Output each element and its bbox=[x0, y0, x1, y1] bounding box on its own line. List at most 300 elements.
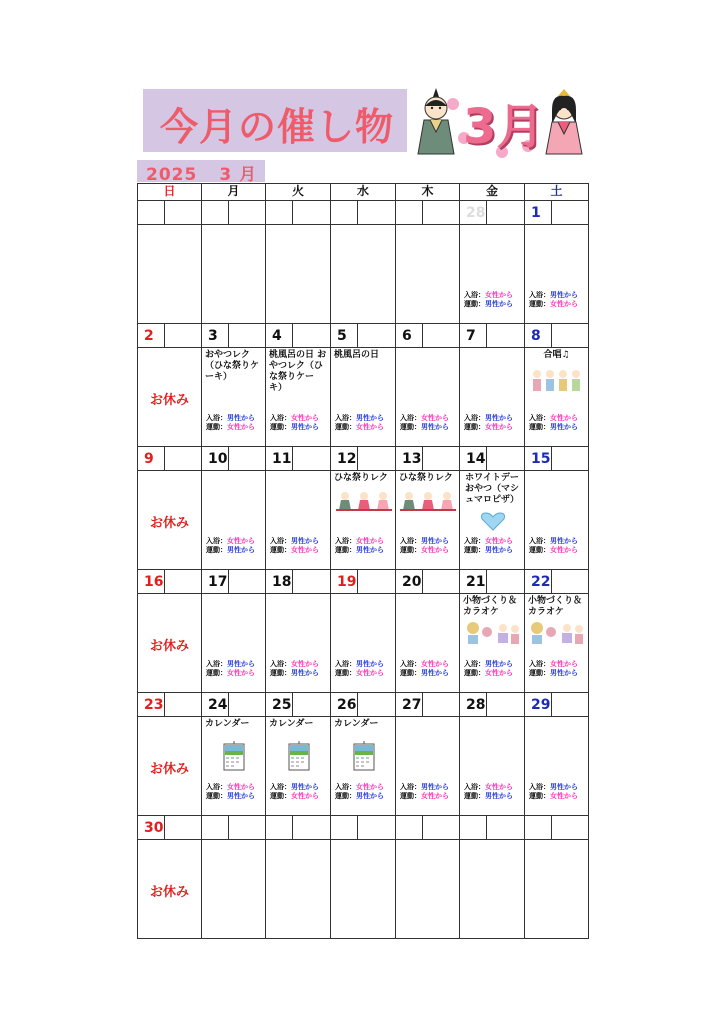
bath-first-group: 女性から bbox=[291, 660, 319, 668]
day-cell bbox=[395, 839, 460, 939]
bath-first-group: 男性から bbox=[421, 537, 449, 545]
bath-label: 入浴： bbox=[400, 660, 421, 668]
day-cell bbox=[137, 716, 202, 816]
bath-first-group: 女性から bbox=[356, 783, 384, 791]
weekday-header: 金 bbox=[459, 183, 525, 201]
bath-first-group: 男性から bbox=[227, 414, 255, 422]
weekday-header: 火 bbox=[265, 183, 331, 201]
exercise-label: 運動： bbox=[464, 669, 485, 677]
exercise-schedule bbox=[464, 669, 513, 678]
date-number: 24 bbox=[201, 692, 229, 717]
exercise-label: 運動： bbox=[400, 546, 421, 554]
date-number: 15 bbox=[524, 446, 552, 471]
exercise-schedule bbox=[206, 423, 255, 432]
date-number: 26 bbox=[330, 692, 358, 717]
exercise-label: 運動： bbox=[400, 792, 421, 800]
day-cell bbox=[395, 347, 460, 447]
exercise-label: 運動： bbox=[529, 792, 550, 800]
date-number: 6 bbox=[395, 323, 423, 348]
date-number bbox=[137, 200, 165, 225]
exercise-schedule bbox=[464, 546, 513, 555]
day-cell bbox=[265, 470, 331, 570]
choir-icon bbox=[530, 368, 584, 392]
exercise-schedule bbox=[400, 546, 449, 555]
exercise-label: 運動： bbox=[464, 792, 485, 800]
bath-label: 入浴： bbox=[335, 660, 356, 668]
exercise-label: 運動： bbox=[206, 423, 227, 431]
day-cell bbox=[395, 716, 460, 816]
bath-schedule bbox=[270, 660, 319, 669]
date-number-spacer bbox=[422, 200, 460, 225]
date-number-spacer bbox=[228, 200, 266, 225]
bath-first-group: 女性から bbox=[550, 414, 578, 422]
exercise-label: 運動： bbox=[335, 423, 356, 431]
day-cell bbox=[137, 593, 202, 693]
day-cell bbox=[524, 224, 589, 324]
exercise-label: 運動： bbox=[464, 546, 485, 554]
event-label: おやつレク（ひな祭りケーキ） bbox=[205, 350, 260, 382]
day-cell bbox=[265, 839, 331, 939]
day-cell bbox=[265, 593, 331, 693]
exercise-first-group: 女性から bbox=[550, 546, 578, 554]
date-number-spacer bbox=[551, 200, 589, 225]
day-cell bbox=[265, 716, 331, 816]
exercise-schedule bbox=[335, 423, 384, 432]
date-number: 11 bbox=[265, 446, 293, 471]
bath-label: 入浴： bbox=[400, 414, 421, 422]
exercise-schedule bbox=[400, 669, 449, 678]
day-cell bbox=[330, 347, 396, 447]
day-cell bbox=[201, 593, 266, 693]
day-cell bbox=[395, 470, 460, 570]
bath-first-group: 男性から bbox=[421, 783, 449, 791]
exercise-first-group: 男性から bbox=[550, 669, 578, 677]
exercise-label: 運動： bbox=[335, 792, 356, 800]
day-off-label: お休み bbox=[149, 761, 189, 777]
date-number-spacer bbox=[486, 692, 525, 717]
year-label: 2025 bbox=[146, 165, 198, 185]
calendar-icon bbox=[223, 741, 245, 771]
day-cell bbox=[524, 347, 589, 447]
bath-label: 入浴： bbox=[464, 414, 485, 422]
exercise-first-group: 男性から bbox=[227, 546, 255, 554]
date-number-spacer bbox=[292, 323, 331, 348]
date-number-spacer bbox=[164, 200, 202, 225]
exercise-first-group: 男性から bbox=[485, 300, 513, 308]
date-number: 28 bbox=[459, 200, 487, 225]
hina-dolls-icon bbox=[400, 489, 456, 511]
exercise-first-group: 女性から bbox=[291, 546, 319, 554]
calendar-grid bbox=[137, 183, 588, 937]
date-number-spacer bbox=[486, 569, 525, 594]
bath-label: 入浴： bbox=[335, 414, 356, 422]
weekday-header: 土 bbox=[524, 183, 589, 201]
exercise-schedule bbox=[400, 792, 449, 801]
date-number-spacer bbox=[486, 200, 525, 225]
exercise-label: 運動： bbox=[206, 546, 227, 554]
bath-first-group: 女性から bbox=[485, 291, 513, 299]
exercise-schedule bbox=[529, 300, 578, 309]
bath-first-group: 男性から bbox=[291, 783, 319, 791]
event-label: 小物づくり＆カラオケ bbox=[528, 596, 583, 617]
day-cell bbox=[524, 839, 589, 939]
date-number bbox=[330, 815, 358, 840]
day-cell bbox=[459, 224, 525, 324]
exercise-schedule bbox=[270, 792, 319, 801]
day-cell bbox=[201, 470, 266, 570]
bath-first-group: 女性から bbox=[485, 783, 513, 791]
bath-first-group: 女性から bbox=[421, 414, 449, 422]
bath-label: 入浴： bbox=[270, 783, 291, 791]
date-number-spacer bbox=[357, 815, 396, 840]
bath-schedule bbox=[206, 414, 255, 423]
exercise-first-group: 女性から bbox=[550, 792, 578, 800]
date-number: 21 bbox=[459, 569, 487, 594]
month-badge: 3月 bbox=[463, 99, 545, 155]
exercise-first-group: 男性から bbox=[485, 792, 513, 800]
day-cell bbox=[459, 839, 525, 939]
day-cell bbox=[201, 224, 266, 324]
bath-schedule bbox=[270, 537, 319, 546]
day-cell bbox=[201, 839, 266, 939]
weekday-header: 月 bbox=[201, 183, 266, 201]
exercise-label: 運動： bbox=[270, 546, 291, 554]
flower-icon bbox=[447, 98, 459, 110]
date-number-spacer bbox=[357, 200, 396, 225]
exercise-label: 運動： bbox=[206, 669, 227, 677]
date-number: 2 bbox=[137, 323, 165, 348]
bath-label: 入浴： bbox=[464, 660, 485, 668]
exercise-schedule bbox=[335, 792, 384, 801]
bath-first-group: 男性から bbox=[550, 291, 578, 299]
bath-schedule bbox=[400, 783, 449, 792]
bath-first-group: 男性から bbox=[550, 783, 578, 791]
exercise-first-group: 女性から bbox=[550, 300, 578, 308]
bath-label: 入浴： bbox=[400, 783, 421, 791]
date-number-spacer bbox=[228, 569, 266, 594]
bath-schedule bbox=[529, 291, 578, 300]
bath-first-group: 女性から bbox=[356, 537, 384, 545]
bath-schedule bbox=[206, 783, 255, 792]
bath-schedule bbox=[464, 660, 513, 669]
day-cell bbox=[201, 347, 266, 447]
bath-schedule bbox=[335, 783, 384, 792]
bath-first-group: 女性から bbox=[421, 660, 449, 668]
event-label: 合唱♫ bbox=[543, 350, 570, 360]
date-number: 27 bbox=[395, 692, 423, 717]
date-number-spacer bbox=[164, 692, 202, 717]
date-number-spacer bbox=[228, 692, 266, 717]
date-number: 9 bbox=[137, 446, 165, 471]
weekday-header: 水 bbox=[330, 183, 396, 201]
exercise-first-group: 女性から bbox=[227, 423, 255, 431]
date-number-spacer bbox=[422, 323, 460, 348]
heart-icon bbox=[480, 511, 506, 531]
day-cell bbox=[137, 839, 202, 939]
date-number: 18 bbox=[265, 569, 293, 594]
event-label: 桃風呂の日 bbox=[334, 350, 380, 360]
date-number: 13 bbox=[395, 446, 423, 471]
date-number-spacer bbox=[357, 446, 396, 471]
date-number: 19 bbox=[330, 569, 358, 594]
weekday-header: 木 bbox=[395, 183, 460, 201]
date-number bbox=[265, 815, 293, 840]
date-number: 14 bbox=[459, 446, 487, 471]
bath-schedule bbox=[400, 414, 449, 423]
date-number-spacer bbox=[292, 569, 331, 594]
day-cell bbox=[330, 839, 396, 939]
page-title: 今月の催し物 bbox=[160, 105, 395, 149]
event-label: カレンダー bbox=[205, 719, 250, 729]
exercise-first-group: 女性から bbox=[485, 423, 513, 431]
date-number: 12 bbox=[330, 446, 358, 471]
date-number: 22 bbox=[524, 569, 552, 594]
day-cell bbox=[330, 224, 396, 324]
bath-first-group: 女性から bbox=[485, 537, 513, 545]
date-number-spacer bbox=[228, 446, 266, 471]
exercise-first-group: 男性から bbox=[421, 669, 449, 677]
date-number bbox=[201, 200, 229, 225]
date-number-spacer bbox=[228, 323, 266, 348]
date-number-spacer bbox=[551, 323, 589, 348]
exercise-label: 運動： bbox=[270, 669, 291, 677]
exercise-schedule bbox=[270, 546, 319, 555]
date-number-spacer bbox=[292, 692, 331, 717]
date-number: 16 bbox=[137, 569, 165, 594]
exercise-schedule bbox=[400, 423, 449, 432]
day-cell bbox=[330, 470, 396, 570]
date-number: 3 bbox=[201, 323, 229, 348]
bath-label: 入浴： bbox=[335, 537, 356, 545]
day-cell bbox=[524, 593, 589, 693]
bath-schedule bbox=[400, 537, 449, 546]
bath-schedule bbox=[464, 414, 513, 423]
bath-label: 入浴： bbox=[464, 291, 485, 299]
crafts-icon bbox=[465, 620, 521, 646]
exercise-schedule bbox=[206, 546, 255, 555]
exercise-first-group: 女性から bbox=[356, 669, 384, 677]
day-cell bbox=[459, 716, 525, 816]
exercise-schedule bbox=[270, 423, 319, 432]
exercise-first-group: 女性から bbox=[356, 423, 384, 431]
exercise-first-group: 女性から bbox=[227, 669, 255, 677]
exercise-first-group: 女性から bbox=[291, 792, 319, 800]
bath-label: 入浴： bbox=[206, 537, 227, 545]
exercise-schedule bbox=[335, 669, 384, 678]
date-number: 29 bbox=[524, 692, 552, 717]
female-hina-doll-icon bbox=[540, 86, 588, 156]
calendar-icon bbox=[288, 741, 310, 771]
bath-label: 入浴： bbox=[270, 660, 291, 668]
event-label: ひな祭りレク bbox=[334, 473, 388, 483]
bath-label: 入浴： bbox=[270, 537, 291, 545]
exercise-first-group: 男性から bbox=[356, 546, 384, 554]
exercise-label: 運動： bbox=[529, 546, 550, 554]
exercise-first-group: 女性から bbox=[421, 546, 449, 554]
date-number-spacer bbox=[164, 323, 202, 348]
bath-schedule bbox=[335, 537, 384, 546]
hina-dolls-icon bbox=[336, 489, 392, 511]
exercise-schedule bbox=[529, 669, 578, 678]
date-number bbox=[395, 815, 423, 840]
event-label: カレンダー bbox=[334, 719, 379, 729]
date-number bbox=[459, 815, 487, 840]
bath-label: 入浴： bbox=[206, 783, 227, 791]
bath-label: 入浴： bbox=[400, 537, 421, 545]
day-cell bbox=[524, 470, 589, 570]
date-number-spacer bbox=[164, 815, 202, 840]
event-label: 小物づくり＆カラオケ bbox=[463, 596, 518, 617]
exercise-schedule bbox=[464, 423, 513, 432]
day-off-label: お休み bbox=[149, 638, 189, 654]
bath-first-group: 女性から bbox=[227, 537, 255, 545]
event-label: ホワイトデー おやつ（マシュマロピザ） bbox=[464, 473, 519, 505]
bath-label: 入浴： bbox=[464, 537, 485, 545]
date-number-spacer bbox=[292, 815, 331, 840]
day-cell bbox=[265, 224, 331, 324]
exercise-label: 運動： bbox=[335, 669, 356, 677]
event-label: ひな祭りレク bbox=[399, 473, 453, 483]
date-number-spacer bbox=[422, 692, 460, 717]
bath-label: 入浴： bbox=[206, 660, 227, 668]
date-number bbox=[201, 815, 229, 840]
date-number: 23 bbox=[137, 692, 165, 717]
bath-schedule bbox=[335, 414, 384, 423]
bath-schedule bbox=[270, 414, 319, 423]
exercise-label: 運動： bbox=[529, 300, 550, 308]
date-number: 28 bbox=[459, 692, 487, 717]
exercise-schedule bbox=[270, 669, 319, 678]
day-cell bbox=[459, 470, 525, 570]
day-off-label: お休み bbox=[149, 884, 189, 900]
exercise-label: 運動： bbox=[400, 423, 421, 431]
date-number-spacer bbox=[486, 446, 525, 471]
bath-schedule bbox=[206, 660, 255, 669]
date-number-spacer bbox=[422, 569, 460, 594]
bath-schedule bbox=[270, 783, 319, 792]
day-cell bbox=[330, 593, 396, 693]
exercise-label: 運動： bbox=[270, 792, 291, 800]
date-number-spacer bbox=[164, 446, 202, 471]
bath-schedule bbox=[206, 537, 255, 546]
bath-first-group: 男性から bbox=[291, 537, 319, 545]
day-cell bbox=[459, 347, 525, 447]
male-hina-doll-icon bbox=[410, 86, 462, 156]
crafts-icon bbox=[529, 620, 585, 646]
date-number-spacer bbox=[551, 569, 589, 594]
date-number: 1 bbox=[524, 200, 552, 225]
bath-schedule bbox=[464, 291, 513, 300]
day-off-label: お休み bbox=[149, 392, 189, 408]
date-number-spacer bbox=[357, 692, 396, 717]
day-off-label: お休み bbox=[149, 515, 189, 531]
exercise-schedule bbox=[206, 792, 255, 801]
bath-label: 入浴： bbox=[206, 414, 227, 422]
day-cell bbox=[395, 224, 460, 324]
bath-schedule bbox=[464, 537, 513, 546]
date-number-spacer bbox=[551, 815, 589, 840]
exercise-first-group: 男性から bbox=[550, 423, 578, 431]
exercise-schedule bbox=[529, 792, 578, 801]
bath-first-group: 女性から bbox=[291, 414, 319, 422]
exercise-schedule bbox=[335, 546, 384, 555]
exercise-first-group: 男性から bbox=[291, 669, 319, 677]
exercise-label: 運動： bbox=[529, 669, 550, 677]
exercise-first-group: 女性から bbox=[421, 792, 449, 800]
date-number: 7 bbox=[459, 323, 487, 348]
date-number-spacer bbox=[486, 815, 525, 840]
exercise-schedule bbox=[529, 423, 578, 432]
exercise-label: 運動： bbox=[464, 423, 485, 431]
exercise-first-group: 男性から bbox=[421, 423, 449, 431]
exercise-first-group: 男性から bbox=[356, 792, 384, 800]
date-number: 10 bbox=[201, 446, 229, 471]
date-number: 5 bbox=[330, 323, 358, 348]
bath-schedule bbox=[335, 660, 384, 669]
day-cell bbox=[137, 347, 202, 447]
date-number-spacer bbox=[292, 446, 331, 471]
bath-label: 入浴： bbox=[529, 783, 550, 791]
exercise-schedule bbox=[464, 300, 513, 309]
event-label: カレンダー bbox=[269, 719, 314, 729]
day-cell bbox=[330, 716, 396, 816]
date-number: 30 bbox=[137, 815, 165, 840]
date-number bbox=[395, 200, 423, 225]
bath-first-group: 男性から bbox=[227, 660, 255, 668]
bath-schedule bbox=[529, 783, 578, 792]
day-cell bbox=[459, 593, 525, 693]
bath-label: 入浴： bbox=[335, 783, 356, 791]
exercise-label: 運動： bbox=[206, 792, 227, 800]
date-number: 8 bbox=[524, 323, 552, 348]
date-number bbox=[330, 200, 358, 225]
bath-schedule bbox=[464, 783, 513, 792]
date-number-spacer bbox=[228, 815, 266, 840]
bath-label: 入浴： bbox=[529, 414, 550, 422]
bath-label: 入浴： bbox=[529, 660, 550, 668]
bath-first-group: 男性から bbox=[550, 537, 578, 545]
exercise-label: 運動： bbox=[529, 423, 550, 431]
year-month-label bbox=[146, 160, 257, 185]
date-number: 4 bbox=[265, 323, 293, 348]
exercise-label: 運動： bbox=[270, 423, 291, 431]
event-label: 桃風呂の日 おやつレク（ひな祭りケーキ） bbox=[269, 350, 327, 393]
date-number-spacer bbox=[422, 815, 460, 840]
date-number-spacer bbox=[486, 323, 525, 348]
day-cell bbox=[137, 470, 202, 570]
bath-first-group: 女性から bbox=[550, 660, 578, 668]
exercise-first-group: 男性から bbox=[291, 423, 319, 431]
exercise-label: 運動： bbox=[400, 669, 421, 677]
date-number: 20 bbox=[395, 569, 423, 594]
day-cell bbox=[265, 347, 331, 447]
bath-first-group: 男性から bbox=[485, 660, 513, 668]
weekday-header: 日 bbox=[137, 183, 202, 201]
bath-first-group: 女性から bbox=[227, 783, 255, 791]
day-cell bbox=[201, 716, 266, 816]
calendar-icon bbox=[353, 741, 375, 771]
bath-label: 入浴： bbox=[529, 537, 550, 545]
date-number-spacer bbox=[422, 446, 460, 471]
exercise-first-group: 男性から bbox=[227, 792, 255, 800]
date-number bbox=[524, 815, 552, 840]
month-label: 3 月 bbox=[219, 165, 258, 185]
date-number-spacer bbox=[292, 200, 331, 225]
date-number-spacer bbox=[551, 446, 589, 471]
exercise-schedule bbox=[529, 546, 578, 555]
date-number bbox=[265, 200, 293, 225]
day-cell bbox=[524, 716, 589, 816]
